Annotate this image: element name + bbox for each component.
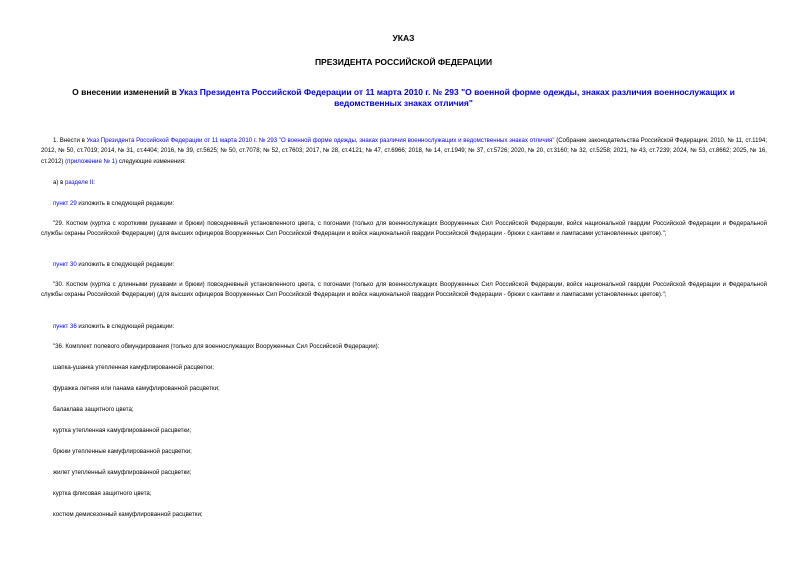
paragraph-1-prefix: 1. Внести в — [53, 137, 87, 144]
item-36-link[interactable]: пункт 36 — [53, 323, 77, 330]
item-30-text: "30. Костюм (куртка с длинными рукавами и брюки) повседневный установленного цвета, с погонами (только для военнослужащих Вооруженных Сил Российской Федерации, войск национальной гвардии Российской Федерации и Федеральной службы охраны Российской Федерации) (для высших офицеров Вооруженных Сил Российской Федерации и войск национальной гвардии Российской Федерации - брюки с кантами и лампасами установленных цветов)."; — [41, 281, 767, 299]
item-36-instruction — [53, 322, 174, 332]
item-29-text: "29. Костюм (куртка с короткими рукавами и брюки) повседневный установленного цвета, с погонами (только для военнослужащих Вооруженных Сил Российской Федерации, войск национальной гвардии Российской Федерации и Федеральной службы охраны Российской Федерации) (для высших офицеров Вооруженных Сил Российской Федерации и войск национальной гвардии Российской Федерации - брюки с кантами и лампасами установленных цветов)."; — [41, 220, 767, 238]
list-item: балаклава защитного цвета; — [53, 406, 134, 413]
list-item: костюм демисезонный камуфлированной расцветки; — [53, 511, 203, 518]
document-title: УКАЗ — [392, 33, 415, 43]
decree-293-link[interactable]: Указ Президента Российской Федерации от 11 марта 2010 г. № 293 "О военной форме одежды, знаках различия военнослужащих и ведомственных знаках отличия" — [179, 87, 735, 108]
document-issuer: ПРЕЗИДЕНТА РОССИЙСКОЙ ФЕДЕРАЦИИ — [314, 57, 493, 67]
paragraph-1-suffix: следующие изменения: — [117, 157, 186, 165]
paragraph-1 — [41, 136, 767, 167]
item-36-intro: "36. Комплект полевого обмундирования (только для военнослужащих Вооруженных Сил Российской Федерации): — [53, 343, 380, 350]
list-item: куртка флисовая защитного цвета; — [53, 490, 152, 497]
item-30-instruction-text: изложить в следующей редакции: — [76, 261, 175, 268]
list-item: шапка-ушанка утепленная камуфлированной расцветки; — [53, 364, 214, 371]
appendix-1-link[interactable]: (приложение № 1) — [65, 157, 118, 165]
subitem-a — [53, 178, 95, 188]
item-30-link[interactable]: пункт 30 — [53, 261, 77, 268]
section-2-link[interactable]: разделе II — [65, 179, 94, 186]
subitem-a-suffix: : — [93, 179, 95, 186]
item-30-instruction — [53, 260, 174, 270]
list-item: брюки утепленные камуфлированной расцветки; — [53, 448, 192, 455]
item-29-link[interactable]: пункт 29 — [53, 200, 77, 207]
decree-293-inline-link[interactable]: Указ Президента Российской Федерации от 11 марта 2010 г. № 293 "О военной форме одежды, знаках различия военнослужащих и ведомственных знаках отличия" — [86, 137, 555, 144]
item-29-instruction — [53, 199, 174, 209]
list-item: фуражка летняя или панама камуфлированной расцветки; — [53, 385, 220, 392]
document-subtitle — [60, 87, 747, 109]
list-item: куртка утепленная камуфлированной расцветки; — [53, 427, 192, 434]
subitem-a-prefix: а) в — [53, 179, 66, 186]
subtitle-prefix: О внесении изменений в — [72, 87, 180, 97]
item-36-instruction-text: изложить в следующей редакции: — [76, 323, 175, 330]
paragraph-1-middle: (Собрание законодательства Российской Федерации, 2010, № 11, ст.1194; 2012, № 50, ст.7019; 2014, № 31, ст.4404; 2016, № 39, ст.5625; № 50, ст.7078; № 52, ст.7603; 2017, № 28, ст.4121; № 47, ст.6966; 2018, № 14, ст.1949; № 37, ст.5726; 2020, № 20, ст.3160; № 32, ст.5258; 2021, № 43, ст.7239; 2024, № 53, ст.8662; 2025, № 16, ст.2012) — [41, 137, 767, 165]
item-29-instruction-text: изложить в следующей редакции: — [76, 200, 175, 207]
list-item: жилет утепленный камуфлированной расцветки; — [53, 469, 192, 476]
